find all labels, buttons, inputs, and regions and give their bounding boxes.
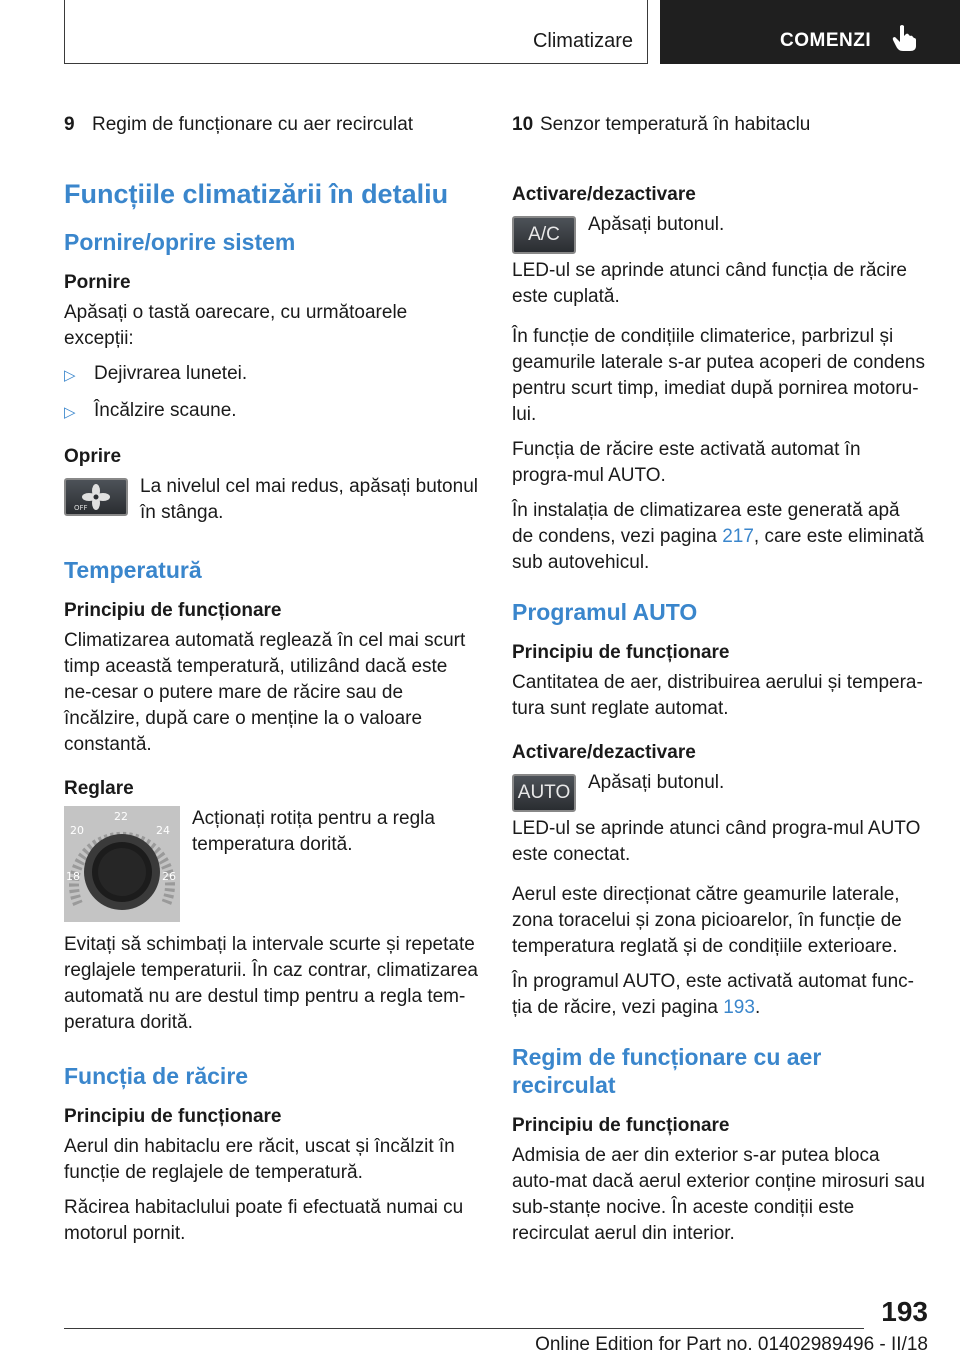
hand-pointer-icon [892, 24, 918, 57]
subheading-pornire-oprire: Pornire/oprire sistem [64, 229, 296, 255]
evitati-text: Evitați să schimbați la intervale scurte și repetate reglajele temperaturii. În caz contrar, climatizarea automată nu are destul timp pentru a regla tem-peratura dorită. [64, 934, 478, 1033]
subheading-racire: Funcția de răcire [64, 1063, 249, 1089]
auto-racire-text: În programul AUTO, este activată automat func-ția de răcire, vezi pagina 193. [512, 971, 915, 1018]
recirc-text: Admisia de aer din exterior s-ar putea bloca auto-mat dacă aerul exterior conține mirosuri sau sub-stanțe nocive. În aceste condiții este recirculat aerul din interior. [512, 1145, 925, 1244]
racire-principiu-title: Principiu de funcționare [64, 1106, 282, 1127]
reglare-text: Acționați rotița pentru a regla temperatura dorită. [192, 808, 435, 855]
ac-activare-title: Activare/dezactivare [512, 184, 696, 205]
reglare-row [64, 806, 479, 922]
controls-tab[interactable] [660, 0, 960, 64]
triangle-bullet-icon: ▷ [64, 367, 76, 384]
racire-text-1: Aerul din habitaclu ere răcit, uscat și încălzit în funcție de reglajele de temperatură. [64, 1136, 455, 1183]
right-column [512, 112, 926, 1256]
bullet-text: Dejivrarea lunetei. [94, 363, 248, 384]
bullet-item [64, 398, 479, 426]
ac-button-icon: A/C [512, 216, 576, 254]
auto-activare-title: Activare/dezactivare [512, 742, 696, 763]
ac-led-text: LED-ul se aprinde atunci când funcția de răcire este cuplată. [512, 260, 908, 307]
bullet-text: Încălzire scaune. [94, 400, 237, 421]
oprire-text: La nivelul cel mai redus, apăsați butonul în stânga. [140, 476, 478, 523]
pornire-text: Apăsați o tastă oarecare, cu următoarele excepții: [64, 302, 408, 349]
racire-text-2: Răcirea habitaclului poate fi efectuată numai cu motorul pornit. [64, 1197, 464, 1244]
legend-number: 10 [512, 114, 534, 135]
page-link-217[interactable]: 217 [722, 526, 754, 547]
auto-directionat-text: Aerul este direcționat către geamurile laterale, zona toracelui și zona picioarelor, în funcție de temperatura reglată și de condițiile exterioare. [512, 884, 902, 957]
auto-text: Cantitatea de aer, distribuirea aerului și tempera-tura sunt reglate automat. [512, 672, 923, 719]
condens-text: În instalația de climatizarea este generată apă de condens, vezi pagina 217, care este eliminată sub autovehicul. [512, 500, 924, 573]
auto-principiu-title: Principiu de funcționare [512, 642, 730, 663]
oprire-title: Oprire [64, 446, 122, 467]
auto-button-icon: AUTO [512, 774, 576, 812]
section-title: Climatizare [532, 30, 633, 52]
knob-label: 26 [162, 870, 176, 883]
left-column [64, 112, 479, 1256]
subheading-temperatura: Temperatură [64, 557, 202, 583]
header-section-box [64, 0, 648, 64]
activata-auto-text: Funcția de răcire este activată automat în progra-mul AUTO. [512, 439, 861, 486]
legend-item-9 [64, 112, 479, 138]
knob-label: 18 [66, 870, 80, 883]
temp-principiu-title: Principiu de funcționare [64, 600, 282, 621]
auto-apasati: Apăsați butonul. [588, 772, 725, 793]
triangle-bullet-icon: ▷ [64, 404, 76, 421]
knob-label: 24 [156, 824, 170, 837]
page-link-193[interactable]: 193 [723, 997, 755, 1018]
reglare-title: Reglare [64, 778, 134, 799]
subheading-auto: Programul AUTO [512, 599, 698, 625]
recirc-principiu-title: Principiu de funcționare [512, 1115, 730, 1136]
conditii-text: În funcție de condițiile climaterice, parbrizul și geamurile laterale s-ar putea acoperi de condens pentru scurt timp, imediat după pornirea motoru-lui. [512, 326, 925, 425]
auto-row [512, 770, 926, 812]
fan-off-button-icon [64, 478, 128, 516]
ac-apasati: Apăsați butonul. [588, 214, 725, 235]
edition-text: Online Edition for Part no. 01402989496 - II/18 [535, 1334, 928, 1355]
page-number: 193 [881, 1296, 928, 1327]
section-heading: Funcțiile climatizării în detaliu [64, 179, 449, 209]
knob-label: 22 [114, 810, 128, 823]
legend-number: 9 [64, 114, 75, 135]
pornire-title: Pornire [64, 272, 131, 293]
controls-tab-label: COMENZI [780, 30, 872, 51]
subheading-recirculat: Regim de funcționare cu aer recirculat [512, 1044, 822, 1098]
temp-text: Climatizarea automată reglează în cel mai scurt timp această temperatură, utilizând dacă este ne-cesar o putere mare de răcire sau de încălzire, după care o menține la o valoare constantă. [64, 630, 466, 755]
footer-divider [64, 1328, 864, 1329]
ac-row [512, 212, 926, 254]
oprire-row [64, 474, 479, 526]
legend-text: Senzor temperatură în habitaclu [540, 114, 811, 135]
temperature-knob-image [64, 806, 180, 922]
auto-led-text: LED-ul se aprinde atunci când progra-mul AUTO este conectat. [512, 818, 921, 865]
legend-item-10 [512, 112, 926, 138]
knob-label: 20 [70, 824, 84, 837]
bullet-item [64, 361, 479, 389]
legend-text: Regim de funcționare cu aer recirculat [92, 114, 414, 135]
svg-text:OFF: OFF [74, 504, 88, 512]
